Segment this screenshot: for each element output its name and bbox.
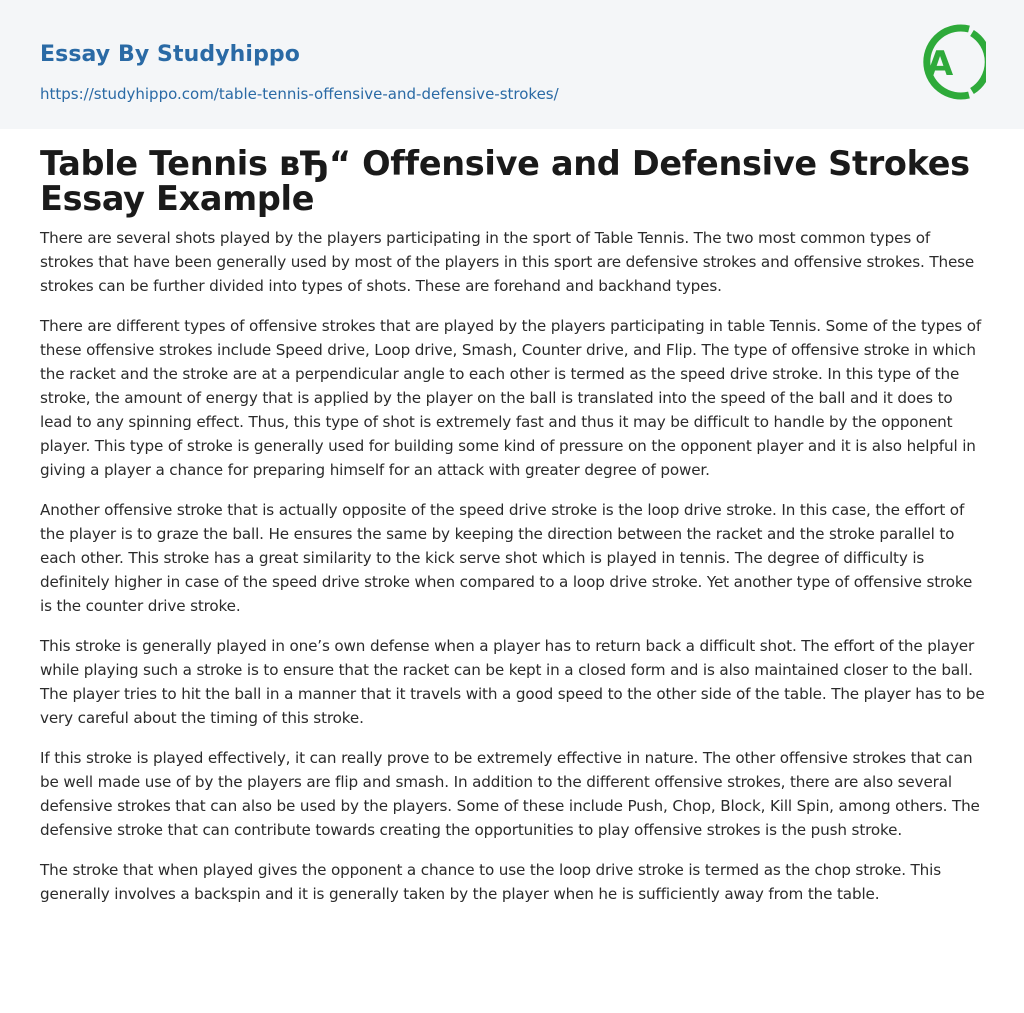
article-paragraph-4: This stroke is generally played in one’s own defense when a player has to return back a difficult shot. The effort of the player while playing such a stroke is to ensure that the racket can be kept in a closed form and is also maintained closer to the ball. The player tries to hit the ball in a manner that it travels with a good speed to the other side of the table. The player has to be very careful about the timing of this stroke. xyxy=(40,637,985,727)
article-paragraph-6: The stroke that when played gives the opponent a chance to use the loop drive stroke is termed as the chop stroke. This generally involves a backspin and it is generally taken by the player when he is sufficiently away from the table. xyxy=(40,861,941,903)
article-url-link[interactable]: https://studyhippo.com/table-tennis-offensive-and-defensive-strokes/ xyxy=(40,85,559,103)
studyhippo-logo-icon[interactable] xyxy=(912,19,986,105)
article-title: Table Tennis вЂ“ Offensive and Defensive Strokes Essay Example xyxy=(40,144,970,218)
logo-letter: A xyxy=(926,44,954,84)
site-brand[interactable]: Essay By Studyhippo xyxy=(40,42,300,67)
article-paragraph-1: There are several shots played by the players participating in the sport of Table Tennis. The two most common types of strokes that have been generally used by most of the players in this sport are defensive strokes and offensive strokes. These strokes can be further divided into types of shots. These are forehand and backhand types. xyxy=(40,229,975,295)
article-body xyxy=(40,146,988,922)
site-header xyxy=(0,0,1024,129)
article-paragraph-2: There are different types of offensive strokes that are played by the players participating in table Tennis. Some of the types of these offensive strokes include Speed drive, Loop drive, Smash, Counter drive, and Flip. The type of offensive stroke in which the racket and the stroke are at a perpendicular angle to each other is termed as the speed drive stroke. In this type of the stroke, the amount of energy that is applied by the player on the ball is translated into the speed of the ball and it does to lead to any spinning effect. Thus, this type of shot is extremely fast and thus it may be difficult to handle by the opponent player. This type of stroke is generally used for building some kind of pressure on the opponent player and it is also helpful in giving a player a chance for preparing himself for an attack with greater degree of power. xyxy=(40,317,982,479)
article-paragraph-5: If this stroke is played effectively, it can really prove to be extremely effective in nature. The other offensive strokes that can be well made use of by the players are flip and smash. In addition to the different offensive strokes, there are also several defensive strokes that can also be used by the players. Some of these include Push, Chop, Block, Kill Spin, among others. The defensive stroke that can contribute towards creating the opportunities to play offensive strokes is the push stroke. xyxy=(40,749,980,839)
article-paragraph-3: Another offensive stroke that is actually opposite of the speed drive stroke is the loop drive stroke. In this case, the effort of the player is to graze the ball. He ensures the same by keeping the direction between the racket and the stroke parallel to each other. This stroke has a great similarity to the kick serve shot which is played in tennis. The degree of difficulty is definitely higher in case of the speed drive stroke when compared to a loop drive stroke. Yet another type of offensive stroke is the counter drive stroke. xyxy=(40,501,973,615)
logo-ring-right xyxy=(972,33,986,91)
